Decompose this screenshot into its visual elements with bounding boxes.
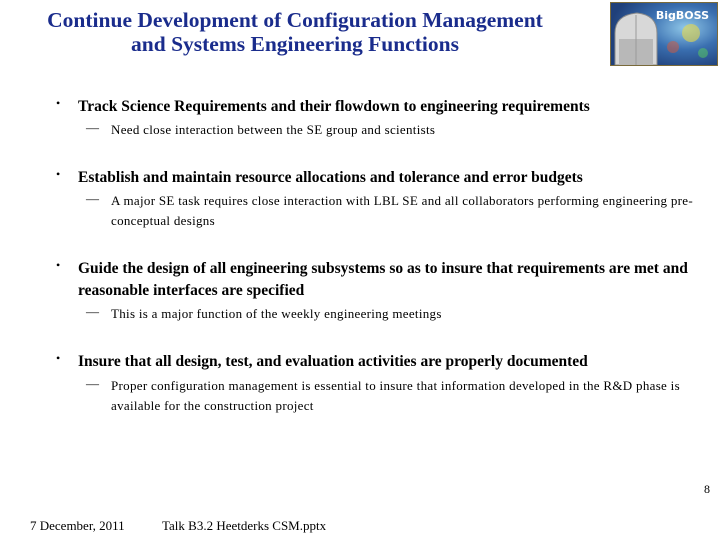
logo-text: BigBOSS — [655, 9, 709, 22]
footer-date: 7 December, 2011 — [30, 518, 125, 533]
slide-title — [10, 8, 580, 56]
bullet-text: Insure that all design, test, and evaluation activities are properly documented — [78, 353, 588, 370]
bullet-text: Track Science Requirements and their flowdown to engineering requirements — [78, 98, 590, 115]
sub-bullet-dash: — — [86, 376, 99, 391]
footer-talk-filename: Talk B3.2 Heetderks CSM.pptx — [162, 518, 327, 533]
sub-bullet-dash: — — [86, 191, 99, 206]
bullet-dot: • — [56, 167, 61, 181]
bullet-text: Guide the design of all engineering subsystems so as to insure that requirements are met and reasonable interfaces are specified — [78, 260, 688, 299]
page-number: 8 — [704, 482, 710, 496]
bullet-dot: • — [56, 96, 61, 110]
sub-bullet-text: Need close interaction between the SE group and scientists — [111, 122, 436, 137]
sub-bullet-text: This is a major function of the weekly engineering meetings — [111, 306, 442, 321]
sub-bullet-dash: — — [86, 120, 99, 135]
bullet-dot: • — [56, 258, 61, 272]
bigboss-logo — [610, 2, 718, 66]
sub-bullet-text: Proper configuration management is essential to insure that information developed in the R&D phase is available for the construction project — [111, 378, 680, 413]
sub-bullet-text: A major SE task requires close interaction with LBL SE and all collaborators performing engineering pre-conceptual designs — [111, 193, 693, 228]
bullet-dot: • — [56, 351, 61, 365]
bullet-text: Establish and maintain resource allocations and tolerance and error budgets — [78, 169, 583, 186]
slide-title-line-2: and Systems Engineering Functions — [131, 32, 459, 56]
sub-bullet-dash: — — [86, 304, 99, 319]
slide-title-line-1: Continue Development of Configuration Management — [47, 8, 543, 32]
